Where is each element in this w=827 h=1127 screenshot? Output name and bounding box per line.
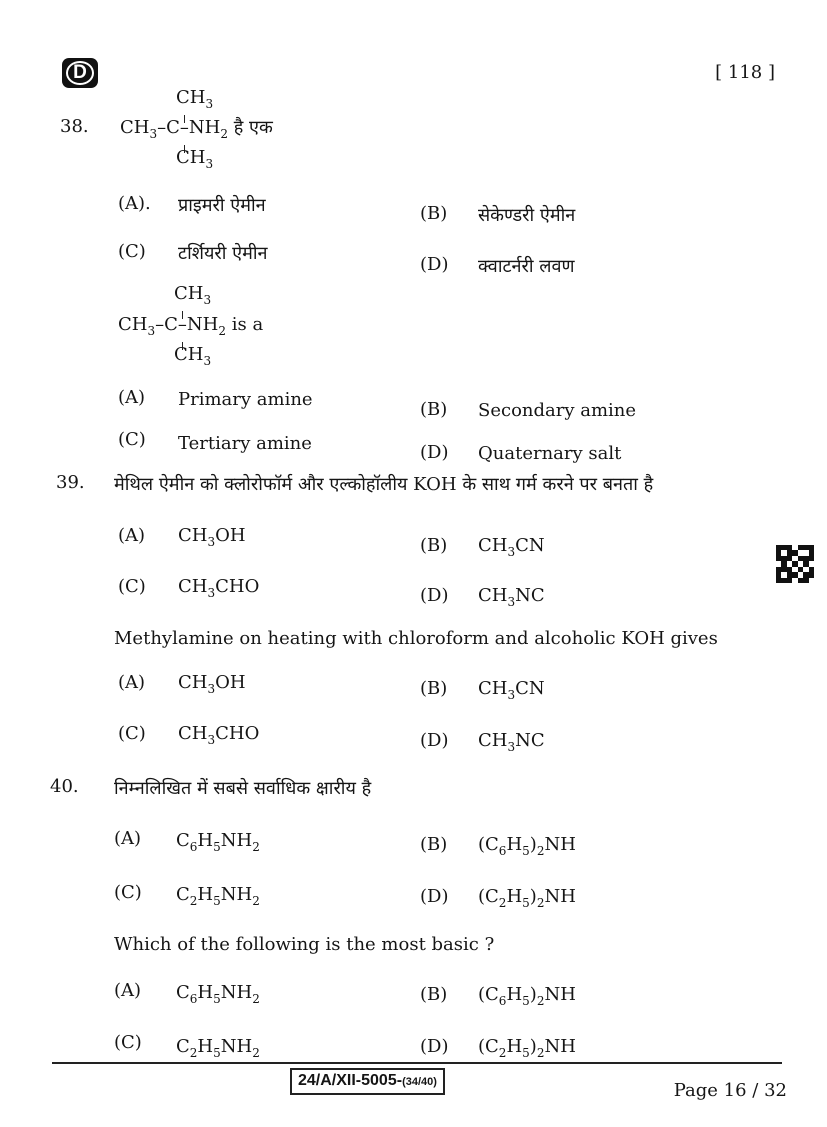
q40-hi-option-b: $(C_6H_5)_2NH$ [478, 834, 576, 858]
q39-en-option-a-label: (A) [118, 672, 146, 693]
q40-english-stem: Which of the following is the most basic ? [114, 934, 495, 955]
question-number-39: 39. [56, 472, 85, 493]
paper-code: 24/A/XII-5005-(34/40) [290, 1068, 445, 1095]
q39-hi-option-b: $CH_3CN$ [478, 535, 545, 559]
q38-hi-option-a: प्राइमरी ऐमीन [178, 195, 266, 216]
q40-hi-option-b-label: (B) [420, 834, 448, 855]
q40-en-option-d: $(C_2H_5)_2NH$ [478, 1036, 576, 1060]
q40-en-option-c-label: (C) [114, 1032, 142, 1053]
q39-hi-option-a-label: (A) [118, 525, 146, 546]
q40-en-option-d-label: (D) [420, 1036, 449, 1057]
q40-en-option-b-label: (B) [420, 984, 448, 1005]
q39-en-option-c-label: (C) [118, 723, 146, 744]
q39-hi-option-d: $CH_3NC$ [478, 585, 545, 609]
q39-en-option-b: $CH_3CN$ [478, 678, 545, 702]
q38-en-option-b-label: (B) [420, 399, 448, 420]
q39-hindi-stem: मेथिल ऐमीन को क्लोरोफॉर्म और एल्कोहॉलीय KOH के साथ गर्म करने पर बनता है [114, 474, 654, 495]
q40-hi-option-a-label: (A) [114, 828, 142, 849]
q38-hi-option-b: सेकेण्डरी ऐमीन [478, 205, 576, 226]
q38-hi-option-b-label: (B) [420, 203, 448, 224]
q39-en-option-b-label: (B) [420, 678, 448, 699]
q38-en-option-d-label: (D) [420, 442, 449, 463]
q40-hi-option-d-label: (D) [420, 886, 449, 907]
q39-hi-option-a: $CH_3OH$ [178, 525, 246, 549]
q38-en-option-d: Quaternary salt [478, 443, 622, 464]
q38-en-option-c-label: (C) [118, 429, 146, 450]
q40-en-option-c: $C_2H_5NH_2$ [176, 1036, 260, 1060]
formula-main: $CH_3-C-NH_2$ है एक [120, 117, 273, 141]
page-number: Page 16 / 32 [673, 1080, 787, 1101]
q38-hi-option-c-label: (C) [118, 241, 146, 262]
q40-hi-option-c: $C_2H_5NH_2$ [176, 884, 260, 908]
question-number-38: 38. [60, 116, 89, 137]
q40-en-option-a: $C_6H_5NH_2$ [176, 982, 260, 1006]
q39-hi-option-c: $CH_3CHO$ [178, 576, 260, 600]
page-marker: [ 118 ] [715, 62, 775, 83]
q39-english-stem: Methylamine on heating with chloroform and alcoholic KOH gives [114, 628, 718, 649]
q38-hi-option-a-label: (A). [118, 193, 151, 214]
q38-en-option-a: Primary amine [178, 389, 313, 410]
q40-hi-option-d: $(C_2H_5)_2NH$ [478, 886, 576, 910]
footer-rule [52, 1062, 782, 1064]
q40-en-option-b: $(C_6H_5)_2NH$ [478, 984, 576, 1008]
q38-en-option-b: Secondary amine [478, 400, 637, 421]
formula-bottom-group: $CH_3$ [176, 147, 214, 171]
q39-hi-option-c-label: (C) [118, 576, 146, 597]
q40-hi-option-c-label: (C) [114, 882, 142, 903]
q39-en-option-c: $CH_3CHO$ [178, 723, 260, 747]
q39-en-option-d: $CH_3NC$ [478, 730, 545, 754]
formula-main-en: $CH_3-C-NH_2$ is a [118, 314, 264, 338]
q38-hi-option-d: क्वाटर्नरी लवण [478, 256, 575, 277]
q38-hi-option-d-label: (D) [420, 254, 449, 275]
q39-hi-option-b-label: (B) [420, 535, 448, 556]
formula-top-group: $CH_3$ [176, 87, 214, 111]
q40-en-option-a-label: (A) [114, 980, 142, 1001]
q39-hi-option-d-label: (D) [420, 585, 449, 606]
question-number-40: 40. [50, 776, 79, 797]
q38-en-option-c: Tertiary amine [178, 433, 312, 454]
q40-hi-option-a: $C_6H_5NH_2$ [176, 830, 260, 854]
set-badge: D [62, 58, 98, 88]
q38-hi-option-c: टर्शियरी ऐमीन [178, 243, 268, 264]
q40-hindi-stem: निम्नलिखित में सबसे सर्वाधिक क्षारीय है [114, 778, 372, 799]
qr-code-icon [776, 545, 814, 583]
q39-en-option-a: $CH_3OH$ [178, 672, 246, 696]
q38-en-option-a-label: (A) [118, 387, 146, 408]
q39-en-option-d-label: (D) [420, 730, 449, 751]
